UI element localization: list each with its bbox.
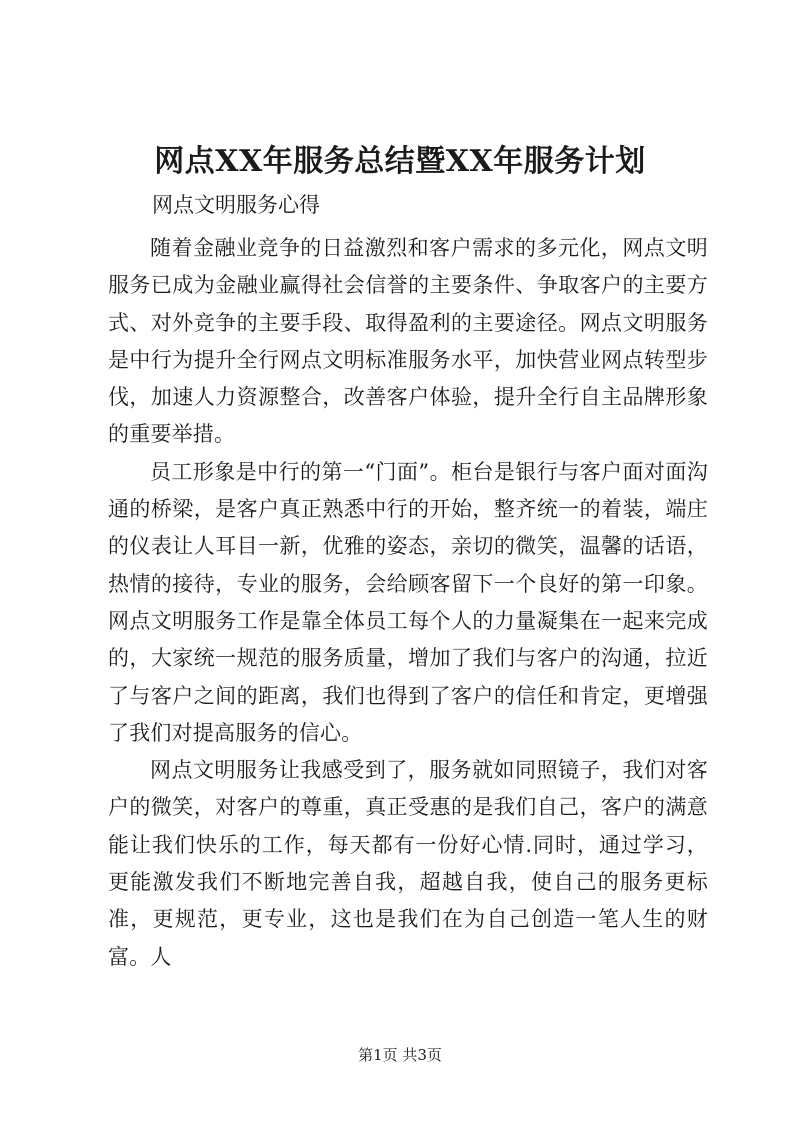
paragraph-1: 随着金融业竞争的日益激烈和客户需求的多元化，网点文明服务已成为金融业赢得社会信誉的主要条件、争取客户的主要方式、对外竞争的主要手段、取得盈利的主要途径。网点文明服务是中行为提升全行网点文明标准服务水平，加快营业网点转型步伐，加速人力资源整合，改善客户体验，提升全行自主品牌形象的重要举措。: [108, 236, 708, 447]
document-title: 网点XX年服务总结暨XX年服务计划: [154, 144, 646, 179]
page-number-footer: 第1页 共3页: [358, 1046, 442, 1064]
document-body: [108, 230, 708, 976]
paragraph-2: 员工形象是中行的第一“门面”。柜台是银行与客户面对面沟通的桥梁，是客户真正熟悉中行的开始，整齐统一的着装，端庄的仪表让人耳目一新，优雅的姿态，亲切的微笑，温馨的话语，热情的接待，专业的服务，会给顾客留下一个良好的第一印象。网点文明服务工作是靠全体员工每个人的力量凝集在一起来完成的，大家统一规范的服务质量，增加了我们与客户的沟通，拉近了与客户之间的距离，我们也得到了客户的信任和肯定，更增强了我们对提高服务的信心。: [108, 459, 708, 745]
document-subtitle: 网点文明服务心得: [152, 193, 320, 217]
paragraph-3: 网点文明服务让我感受到了，服务就如同照镜子，我们对客户的微笑，对客户的尊重，真正受惠的是我们自己，客户的满意能让我们快乐的工作，每天都有一份好心情.同时，通过学习，更能激发我们不断地完善自我，超越自我，使自己的服务更标准，更规范，更专业，这也是我们在为自己创造一笔人生的财富。人: [108, 758, 708, 969]
